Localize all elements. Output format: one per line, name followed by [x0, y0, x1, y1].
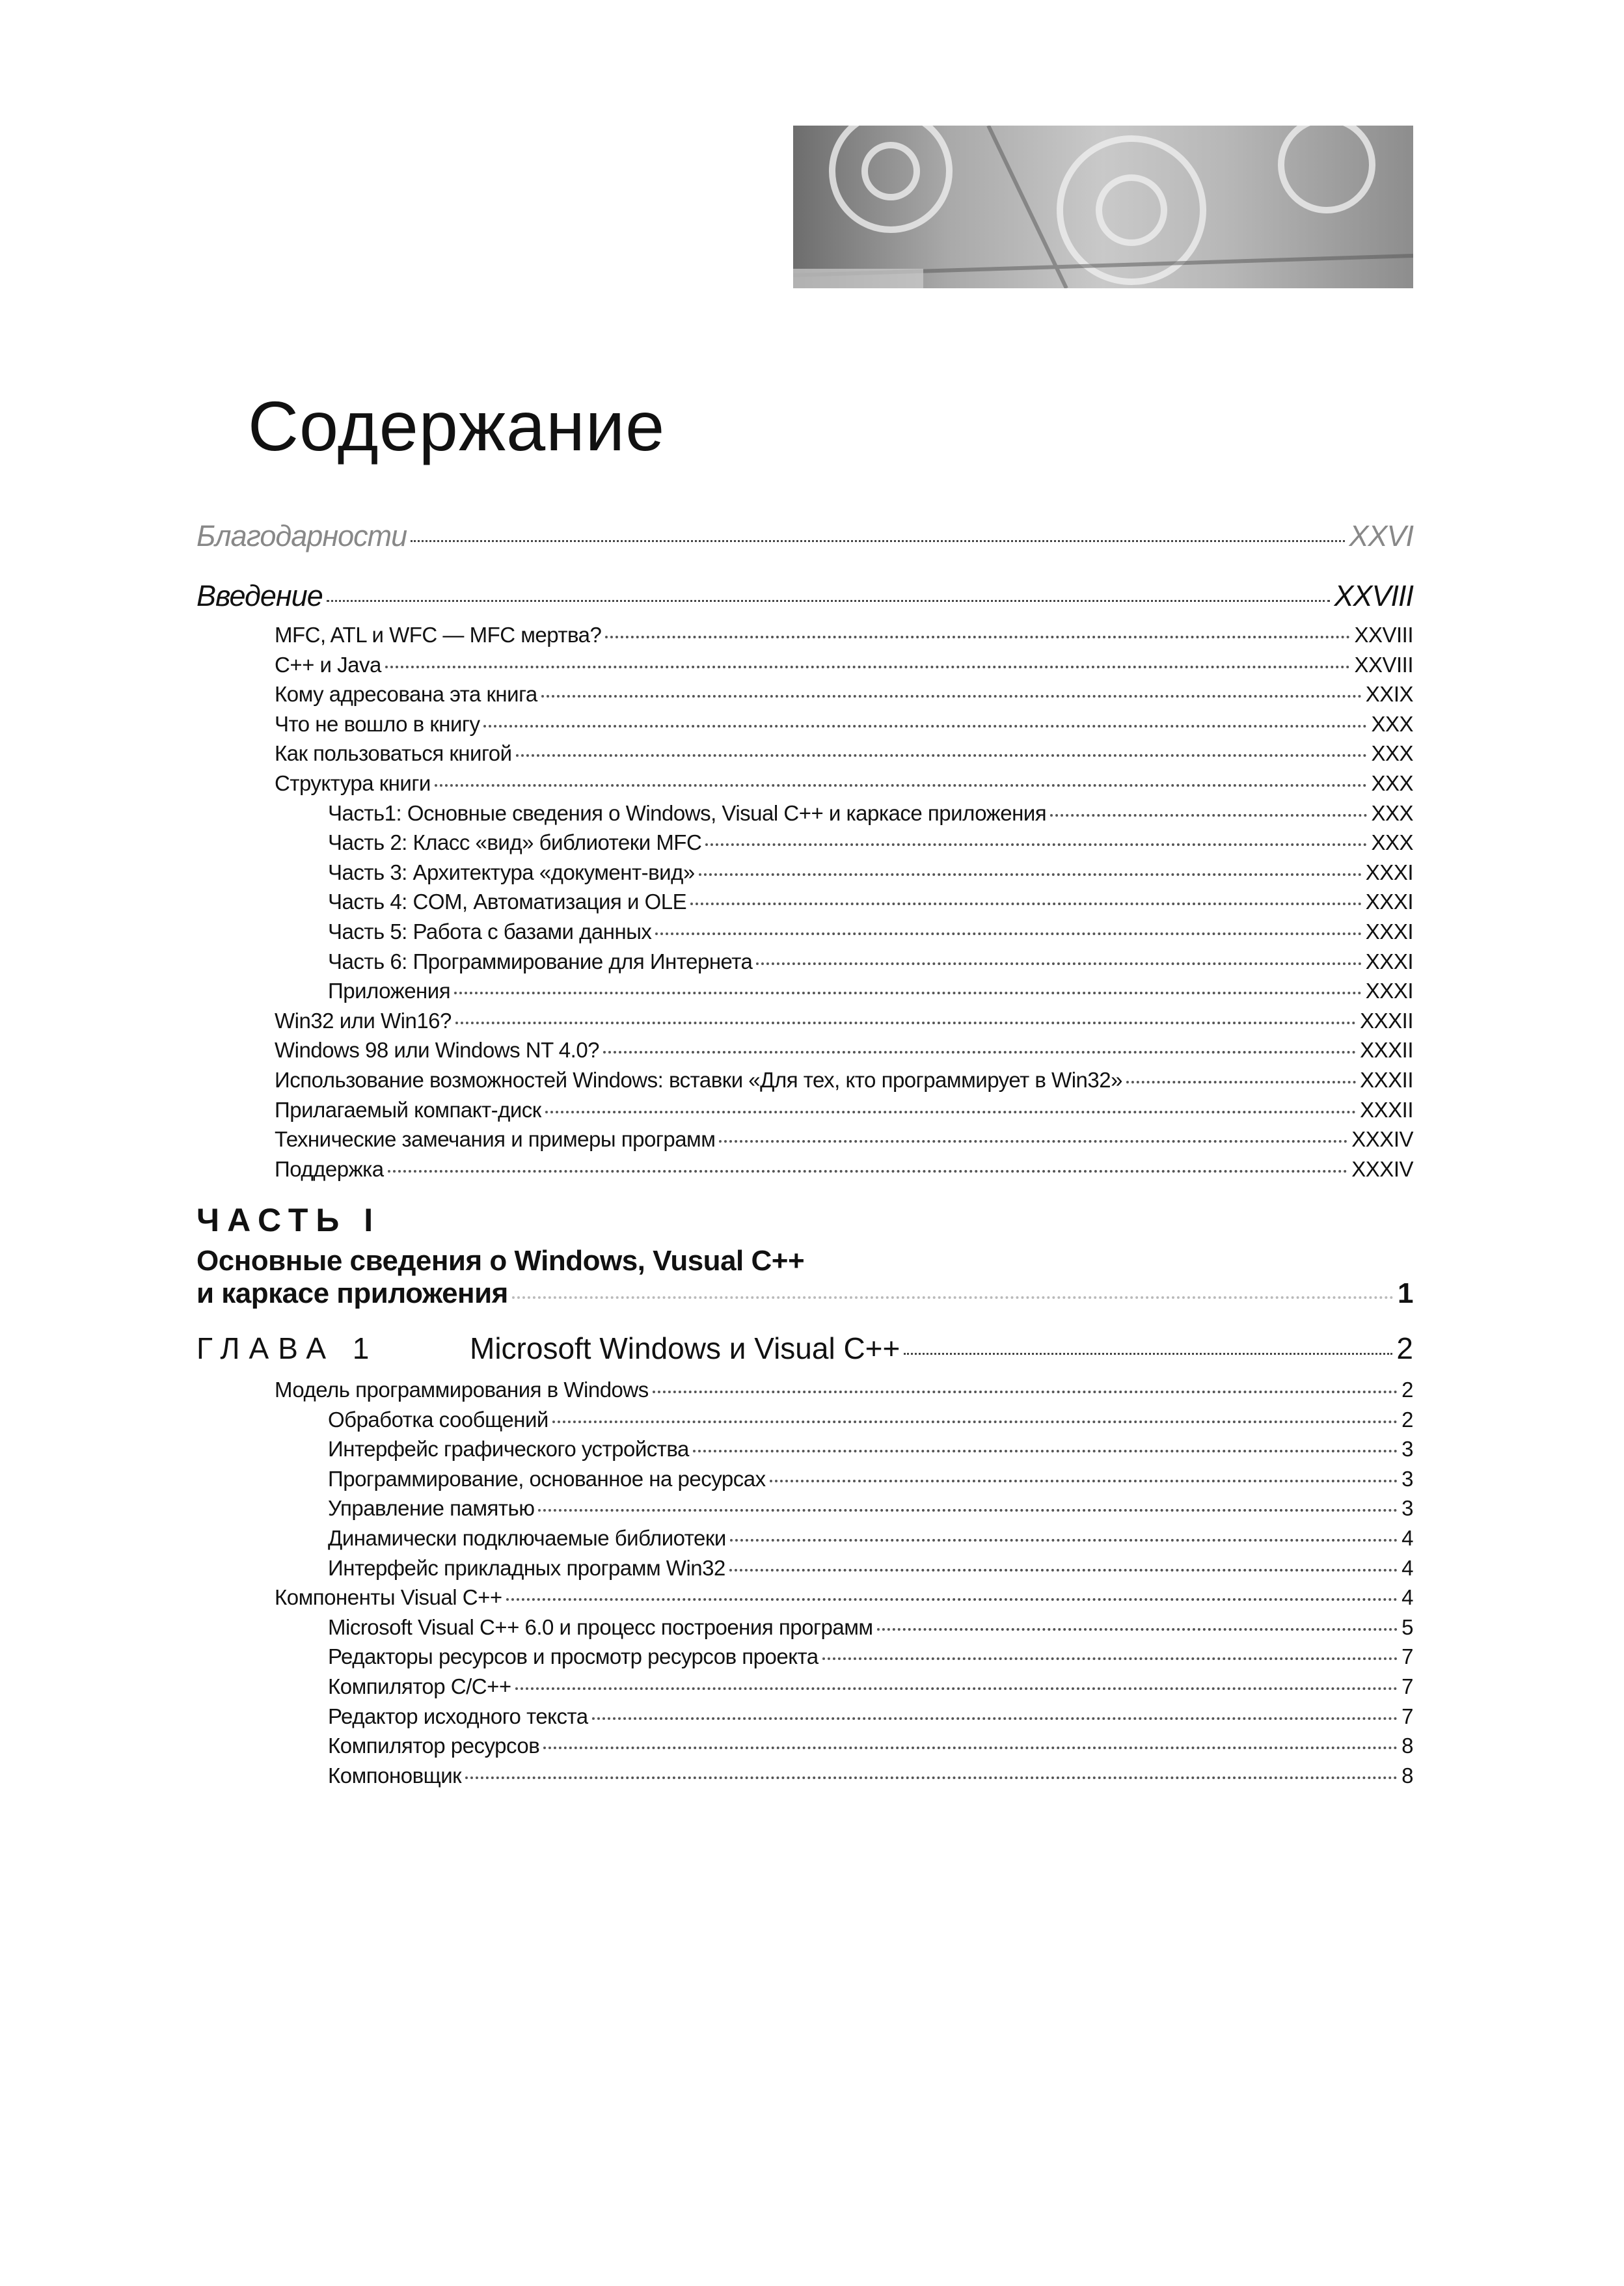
dot-leader [455, 1022, 1356, 1024]
toc-entry[interactable] [196, 887, 1413, 917]
toc-entry[interactable] [196, 798, 1413, 828]
toc-entry[interactable] [196, 917, 1413, 947]
entry-page: XXVI [1349, 519, 1413, 552]
entry-page: XXX [1371, 711, 1413, 736]
entry-title: Использование возможностей Windows: вставки «Для тех, кто программирует в Win32» [275, 1067, 1122, 1092]
dot-leader [545, 1111, 1356, 1113]
dot-leader [690, 903, 1362, 905]
toc-entry[interactable] [196, 1006, 1413, 1036]
entry-title: Благодарности [196, 519, 407, 552]
entry-page: 1 [1398, 1277, 1413, 1309]
entry-page: XXXII [1360, 1008, 1413, 1033]
dot-leader [1126, 1081, 1356, 1083]
toc-entry[interactable] [196, 1702, 1413, 1732]
entry-page: XXX [1371, 800, 1413, 825]
dot-leader [719, 1140, 1347, 1143]
front-matter [196, 506, 1413, 626]
entry-title: Как пользоваться книгой [275, 741, 512, 766]
dot-leader [877, 1628, 1398, 1631]
dot-leader [655, 932, 1361, 935]
entry-page: 2 [1396, 1331, 1413, 1365]
chapter-1-entries [196, 1375, 1413, 1790]
dot-leader [699, 873, 1362, 876]
entry-page: 2 [1401, 1407, 1413, 1432]
dot-leader [465, 1776, 1398, 1779]
entry-page: XXVIII [1354, 652, 1413, 677]
entry-page: 2 [1401, 1378, 1413, 1402]
dot-leader [770, 1480, 1398, 1482]
gears-banner-image [793, 126, 1413, 288]
entry-page: XXXI [1365, 890, 1413, 914]
dot-leader [822, 1657, 1398, 1660]
entry-title: Что не вошло в книгу [275, 711, 480, 736]
chapter-label: ГЛАВА 1 [196, 1331, 379, 1365]
toc-entry[interactable] [196, 1523, 1413, 1553]
dot-leader [693, 1450, 1398, 1452]
entry-page: 3 [1401, 1496, 1413, 1521]
dot-leader [729, 1569, 1398, 1572]
gear-icon [793, 126, 1413, 288]
entry-title: Структура книги [275, 770, 431, 795]
dot-leader [1050, 814, 1367, 817]
toc-entry[interactable] [196, 1095, 1413, 1125]
toc-entry[interactable] [196, 620, 1413, 650]
entry-title: Редактор исходного текста [328, 1704, 588, 1728]
entry-page: 5 [1401, 1614, 1413, 1639]
introduction-entries [196, 620, 1413, 1184]
entry-title: Часть1: Основные сведения о Windows, Visual C++ и каркасе приложения [328, 800, 1047, 825]
toc-entry[interactable] [196, 769, 1413, 798]
toc-entry[interactable] [196, 1612, 1413, 1642]
entry-title: C++ и Java [275, 652, 381, 677]
entry-page: 4 [1401, 1525, 1413, 1550]
part-1-heading [196, 1201, 1413, 1310]
dot-leader [730, 1539, 1398, 1542]
entry-title: Часть 6: Программирование для Интернета [328, 949, 753, 973]
entry-title: Windows 98 или Windows NT 4.0? [275, 1038, 600, 1063]
toc-entry[interactable] [196, 650, 1413, 680]
dot-leader [454, 992, 1362, 994]
entry-page: 8 [1401, 1734, 1413, 1758]
toc-entry[interactable] [196, 709, 1413, 739]
entry-title: Интерфейс прикладных программ Win32 [328, 1555, 725, 1580]
toc-entry[interactable] [196, 679, 1413, 709]
dot-leader [653, 1391, 1398, 1393]
dot-leader [538, 1509, 1398, 1512]
entry-page: XXVIII [1334, 579, 1413, 612]
entry-page: XXXII [1360, 1038, 1413, 1063]
part-label: ЧАСТЬ I [196, 1202, 381, 1238]
dot-leader [516, 754, 1368, 757]
toc-entry[interactable] [196, 1642, 1413, 1672]
toc-entry-introduction[interactable] [196, 566, 1413, 626]
entry-page: 4 [1401, 1585, 1413, 1610]
toc-entry[interactable] [196, 1761, 1413, 1791]
toc-entry[interactable] [196, 1553, 1413, 1583]
entry-title: Win32 или Win16? [275, 1008, 452, 1033]
entry-title: Введение [196, 579, 323, 612]
entry-title: Компоненты Visual C++ [275, 1585, 502, 1610]
chapter-1-heading [196, 1327, 1413, 1370]
entry-title: Часть 5: Работа с базами данных [328, 919, 652, 944]
dot-leader [904, 1353, 1392, 1355]
entry-page: XXVIII [1354, 623, 1413, 647]
entry-title: Управление памятью [328, 1496, 535, 1521]
dot-leader [388, 1170, 1348, 1173]
toc-entry[interactable] [196, 1731, 1413, 1761]
toc-entry[interactable] [196, 1154, 1413, 1184]
toc-entry[interactable] [196, 976, 1413, 1006]
entry-page: 3 [1401, 1437, 1413, 1462]
dot-leader [543, 1747, 1398, 1749]
toc-entry[interactable] [196, 947, 1413, 977]
entry-title: Часть 3: Архитектура «документ-вид» [328, 860, 695, 884]
dot-leader [483, 725, 1367, 728]
toc-entry[interactable] [196, 828, 1413, 858]
dot-leader [512, 1296, 1394, 1299]
entry-title: Часть 4: COM, Автоматизация и OLE [328, 890, 687, 914]
toc-entry[interactable] [196, 1405, 1413, 1435]
entry-title: Обработка сообщений [328, 1407, 548, 1432]
entry-title: Прилагаемый компакт-диск [275, 1097, 541, 1122]
entry-title: Редакторы ресурсов и просмотр ресурсов проекта [328, 1644, 819, 1669]
entry-title: Microsoft Visual C++ 6.0 и процесс построения программ [328, 1614, 873, 1639]
dot-leader [552, 1421, 1398, 1423]
entry-page: XXX [1371, 741, 1413, 766]
dot-leader [603, 1051, 1356, 1054]
entry-title: Модель программирования в Windows [275, 1378, 649, 1402]
entry-title: Компоновщик [328, 1763, 462, 1788]
entry-title: Динамически подключаемые библиотеки [328, 1525, 726, 1550]
entry-title: MFC, ATL и WFC — MFC мертва? [275, 623, 602, 647]
entry-title: Часть 2: Класс «вид» библиотеки MFC [328, 830, 702, 855]
toc-entry[interactable] [196, 739, 1413, 769]
dot-leader [506, 1598, 1398, 1601]
entry-title: Кому адресована эта книга [275, 682, 537, 707]
toc-entry[interactable] [196, 858, 1413, 888]
entry-title: Приложения [328, 979, 451, 1003]
entry-title: Технические замечания и примеры программ [275, 1127, 716, 1152]
entry-title: Microsoft Windows и Visual C++ [470, 1331, 900, 1365]
toc-entry[interactable] [196, 1672, 1413, 1702]
entry-page: 3 [1401, 1466, 1413, 1491]
entry-title: Компилятор ресурсов [328, 1734, 540, 1758]
entry-page: XXX [1371, 770, 1413, 795]
entry-page: XXXI [1365, 979, 1413, 1003]
toc-entry[interactable] [196, 1065, 1413, 1095]
toc-entry[interactable] [196, 1493, 1413, 1523]
dot-leader [705, 843, 1367, 846]
dot-leader [515, 1687, 1398, 1690]
part-title-line-2[interactable] [196, 1277, 1413, 1310]
entry-page: XXXIV [1351, 1127, 1413, 1152]
entry-title: Программирование, основанное на ресурсах [328, 1466, 766, 1491]
toc-entry-chapter-1[interactable] [196, 1327, 1413, 1370]
dot-leader [435, 784, 1368, 787]
entry-page: 7 [1401, 1644, 1413, 1669]
entry-page: XXXI [1365, 949, 1413, 973]
toc-entry[interactable] [196, 1035, 1413, 1065]
toc-entry[interactable] [196, 1124, 1413, 1154]
entry-page: XXXI [1365, 860, 1413, 884]
entry-page: 7 [1401, 1704, 1413, 1728]
toc-entry-acknowledgements[interactable] [196, 506, 1413, 566]
entry-page: XXXIV [1351, 1156, 1413, 1181]
dot-leader [385, 666, 1351, 668]
toc-entry[interactable] [196, 1434, 1413, 1464]
entry-page: XXXI [1365, 919, 1413, 944]
toc-entry[interactable] [196, 1464, 1413, 1494]
entry-page: 4 [1401, 1555, 1413, 1580]
toc-entry[interactable] [196, 1375, 1413, 1405]
dot-leader [756, 962, 1361, 965]
toc-entry[interactable] [196, 1583, 1413, 1612]
entry-page: 7 [1401, 1674, 1413, 1698]
page-title: Содержание [248, 387, 666, 466]
entry-title: и каркасе приложения [196, 1277, 508, 1309]
entry-page: XXXII [1360, 1097, 1413, 1122]
entry-page: 8 [1401, 1763, 1413, 1788]
part-title-line-1[interactable]: Основные сведения о Windows, Vusual C++ [196, 1245, 805, 1277]
entry-title: Поддержка [275, 1156, 384, 1181]
entry-title: Компилятор C/C++ [328, 1674, 511, 1698]
entry-title: Интерфейс графического устройства [328, 1437, 689, 1462]
entry-page: XXX [1371, 830, 1413, 855]
entry-page: XXXII [1360, 1067, 1413, 1092]
dot-leader [605, 636, 1350, 638]
entry-page: XXIX [1365, 682, 1413, 707]
dot-leader [592, 1717, 1398, 1720]
dot-leader [327, 600, 1331, 602]
dot-leader [541, 695, 1362, 698]
dot-leader [411, 540, 1345, 542]
